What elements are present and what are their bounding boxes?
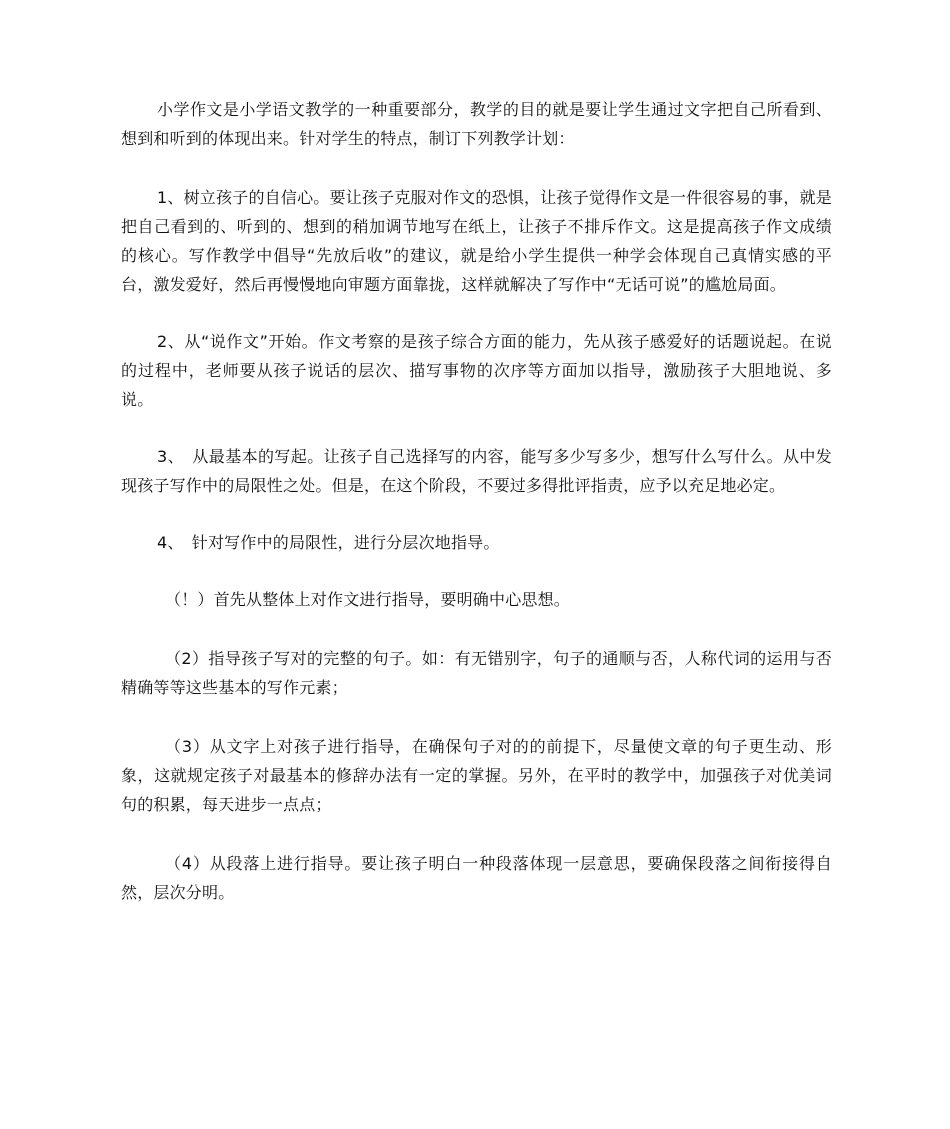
subpoint-3-paragraph: （3）从文字上对孩子进行指导，在确保句子对的的前提下，尽量使文章的句子更生动、形象，这就规定孩子对最基本的修辞办法有一定的掌握。另外，在平时的教学中，加强孩子对优美词句的积累，每天进步一点点； <box>121 737 832 814</box>
intro-paragraph: 小学作文是小学语文教学的一种重要部分，教学的目的就是要让学生通过文字把自己所看到、想到和听到的体现出来。针对学生的特点，制订下列教学计划： <box>121 100 832 148</box>
subpoint-2-paragraph: （2）指导孩子写对的完整的句子。如：有无错别字，句子的通顺与否，人称代词的运用与否精确等等这些基本的写作元素； <box>121 649 832 697</box>
point-2-paragraph: 2、从“说作文”开始。作文考察的是孩子综合方面的能力，先从孩子感爱好的话题说起。在说的过程中，老师要从孩子说话的层次、描写事物的次序等方面加以指导，激励孩子大胆地说、多说。 <box>121 332 832 409</box>
subpoint-1-paragraph: （！）首先从整体上对作文进行指导，要明确中心思想。 <box>165 590 571 609</box>
point-1-paragraph: 1、树立孩子的自信心。要让孩子克服对作文的恐惧，让孩子觉得作文是一件很容易的事，就是把自己看到的、听到的、想到的稍加调节地写在纸上，让孩子不排斥作文。这是提高孩子作文成绩的核心。写作教学中倡导“先放后收”的建议，就是给小学生提供一种学会体现自己真情实感的平台，激发爱好，然后再慢慢地向审题方面靠拢，这样就解决了写作中“无话可说”的尴尬局面。 <box>121 188 832 294</box>
point-3-paragraph: 3、 从最基本的写起。让孩子自己选择写的内容，能写多少写多少，想写什么写什么。从中发现孩子写作中的局限性之处。但是，在这个阶段，不要过多得批评指责，应予以充足地必定。 <box>121 447 832 495</box>
point-4-paragraph: 4、 针对写作中的局限性，进行分层次地指导。 <box>157 533 500 552</box>
subpoint-4-paragraph: （4）从段落上进行指导。要让孩子明白一种段落体现一层意思，要确保段落之间衔接得自然，层次分明。 <box>121 854 832 902</box>
